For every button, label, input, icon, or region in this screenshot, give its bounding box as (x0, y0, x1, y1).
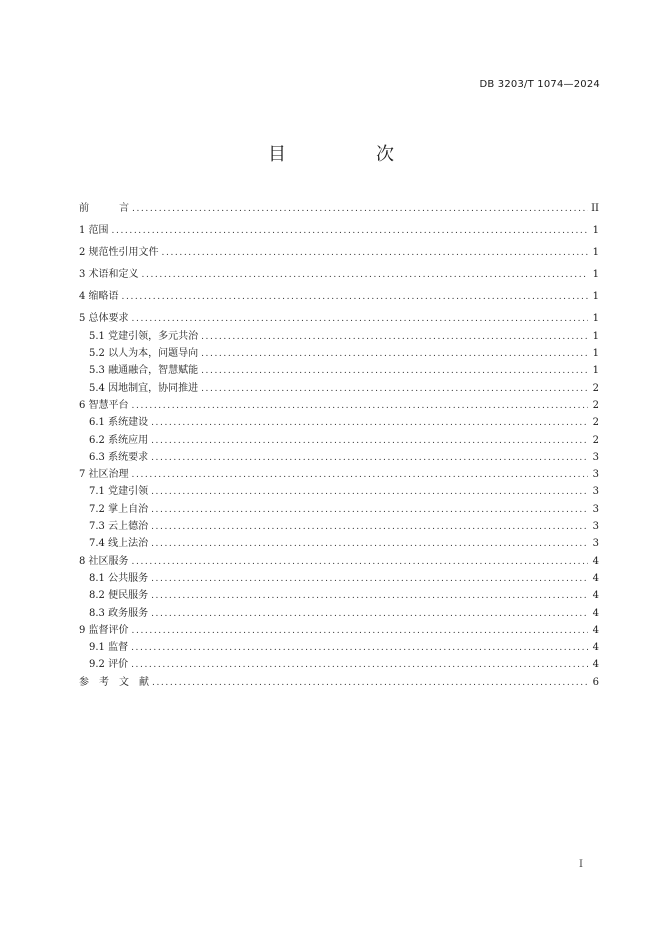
toc-entry-label: 9.1 监督 (89, 642, 129, 654)
toc-dot-leader (132, 201, 588, 218)
toc-entry-page: 2 (592, 417, 599, 429)
toc-entry[interactable] (79, 266, 599, 283)
toc-entry-label: 9.2 评价 (89, 659, 129, 671)
toc-entry[interactable] (79, 535, 599, 552)
toc-entry[interactable] (79, 362, 599, 379)
toc-entry-label: 6 智慧平台 (79, 399, 129, 411)
toc-entry-page: 4 (592, 607, 599, 619)
toc-entry-page: 6 (592, 676, 599, 688)
toc-entry-label: 8.1 公共服务 (89, 572, 149, 584)
toc-dot-leader (151, 415, 588, 432)
table-of-contents (79, 200, 599, 691)
toc-entry-page: 3 (592, 503, 599, 515)
toc-entry[interactable] (79, 414, 599, 431)
toc-entry-label: 1 范围 (79, 225, 109, 237)
toc-entry-label: 3 术语和定义 (79, 269, 139, 281)
toc-entry-page: 4 (592, 642, 599, 654)
toc-dot-leader (162, 245, 588, 262)
toc-dot-leader (112, 223, 588, 240)
toc-entry[interactable] (79, 639, 599, 656)
toc-entry[interactable] (79, 449, 599, 466)
toc-entry-page: II (591, 203, 599, 214)
toc-entry[interactable] (79, 328, 599, 345)
toc-entry-label: 8 社区服务 (79, 555, 129, 567)
toc-dot-leader (142, 267, 588, 284)
toc-entry-page: 4 (592, 572, 599, 584)
toc-dot-leader (151, 433, 588, 450)
toc-entry-page: 2 (592, 382, 599, 394)
toc-entry-page: 1 (592, 269, 599, 281)
toc-dot-leader (122, 289, 588, 306)
toc-entry-page: 3 (592, 486, 599, 498)
toc-entry-page: 1 (592, 247, 599, 259)
page-number: I (579, 859, 583, 870)
toc-entry-label: 6.2 系统应用 (89, 434, 149, 446)
page-title: 目 次 (268, 144, 430, 165)
toc-entry-page: 1 (592, 225, 599, 237)
toc-entry[interactable] (79, 553, 599, 570)
toc-entry-label: 8.2 便民服务 (89, 590, 149, 602)
toc-entry[interactable] (79, 570, 599, 587)
toc-entry-page: 4 (592, 659, 599, 671)
toc-entry[interactable] (79, 605, 599, 622)
toc-entry[interactable] (79, 432, 599, 449)
toc-entry-page: 1 (592, 348, 599, 360)
toc-entry[interactable] (79, 310, 599, 327)
toc-entry-label: 5.2 以人为本，问题导向 (89, 348, 199, 360)
toc-entry-label: 9 监督评价 (79, 624, 129, 636)
toc-dot-leader (151, 571, 588, 588)
toc-entry-page: 3 (592, 451, 599, 463)
toc-entry[interactable] (79, 397, 599, 414)
toc-dot-leader (131, 657, 588, 674)
toc-dot-leader (151, 519, 588, 536)
toc-entry[interactable] (79, 380, 599, 397)
toc-dot-leader (151, 450, 588, 467)
toc-entry-page: 1 (592, 330, 599, 342)
toc-dot-leader (151, 606, 588, 623)
toc-dot-leader (131, 640, 588, 657)
toc-entry-label: 7.2 掌上自治 (89, 503, 149, 515)
toc-entry-page: 4 (592, 590, 599, 602)
toc-dot-leader (132, 467, 588, 484)
toc-entry-page: 4 (592, 555, 599, 567)
toc-entry[interactable] (79, 518, 599, 535)
toc-entry-label: 参 考 文 献 (79, 676, 149, 688)
toc-entry-page: 2 (592, 399, 599, 411)
toc-entry[interactable] (79, 501, 599, 518)
toc-dot-leader (201, 381, 588, 398)
toc-entry-label: 6.3 系统要求 (89, 451, 149, 463)
toc-dot-leader (151, 484, 588, 501)
toc-dot-leader (132, 398, 588, 415)
toc-entry-label: 7 社区治理 (79, 469, 129, 481)
toc-entry[interactable] (79, 222, 599, 239)
toc-entry[interactable] (79, 674, 599, 691)
toc-dot-leader (132, 623, 588, 640)
toc-entry[interactable] (79, 200, 599, 217)
toc-dot-leader (201, 329, 588, 346)
toc-entry[interactable] (79, 656, 599, 673)
toc-dot-leader (152, 675, 588, 692)
toc-dot-leader (132, 554, 588, 571)
toc-entry-label: 7.4 线上法治 (89, 538, 149, 550)
toc-entry[interactable] (79, 345, 599, 362)
toc-entry[interactable] (79, 587, 599, 604)
toc-entry-page: 2 (592, 434, 599, 446)
toc-entry-label: 7.3 云上德治 (89, 521, 149, 533)
toc-entry-label: 前 言 (79, 203, 129, 214)
toc-dot-leader (151, 502, 588, 519)
toc-entry-page: 3 (592, 521, 599, 533)
toc-entry-page: 1 (592, 365, 599, 377)
document-code: DB 3203/T 1074—2024 (479, 79, 600, 90)
toc-entry-label: 5.3 融通融合，智慧赋能 (89, 365, 199, 377)
toc-entry-label: 5.4 因地制宜，协同推进 (89, 382, 199, 394)
toc-entry-label: 7.1 党建引领 (89, 486, 149, 498)
toc-entry-page: 4 (592, 624, 599, 636)
toc-dot-leader (201, 363, 588, 380)
toc-entry-label: 5.1 党建引领，多元共治 (89, 330, 199, 342)
toc-entry-page: 1 (592, 291, 599, 303)
toc-entry-label: 4 缩略语 (79, 291, 119, 303)
toc-entry[interactable] (79, 622, 599, 639)
toc-entry-label: 2 规范性引用文件 (79, 247, 159, 259)
toc-entry-page: 1 (592, 313, 599, 325)
toc-entry[interactable] (79, 466, 599, 483)
toc-entry-label: 8.3 政务服务 (89, 607, 149, 619)
toc-entry-page: 3 (592, 538, 599, 550)
toc-dot-leader (151, 536, 588, 553)
toc-entry-label: 5 总体要求 (79, 313, 129, 325)
toc-entry-label: 6.1 系统建设 (89, 417, 149, 429)
toc-dot-leader (151, 588, 588, 605)
toc-entry[interactable] (79, 483, 599, 500)
toc-entry-page: 3 (592, 469, 599, 481)
toc-dot-leader (132, 311, 588, 328)
toc-entry[interactable] (79, 288, 599, 305)
toc-entry[interactable] (79, 244, 599, 261)
toc-dot-leader (201, 346, 588, 363)
